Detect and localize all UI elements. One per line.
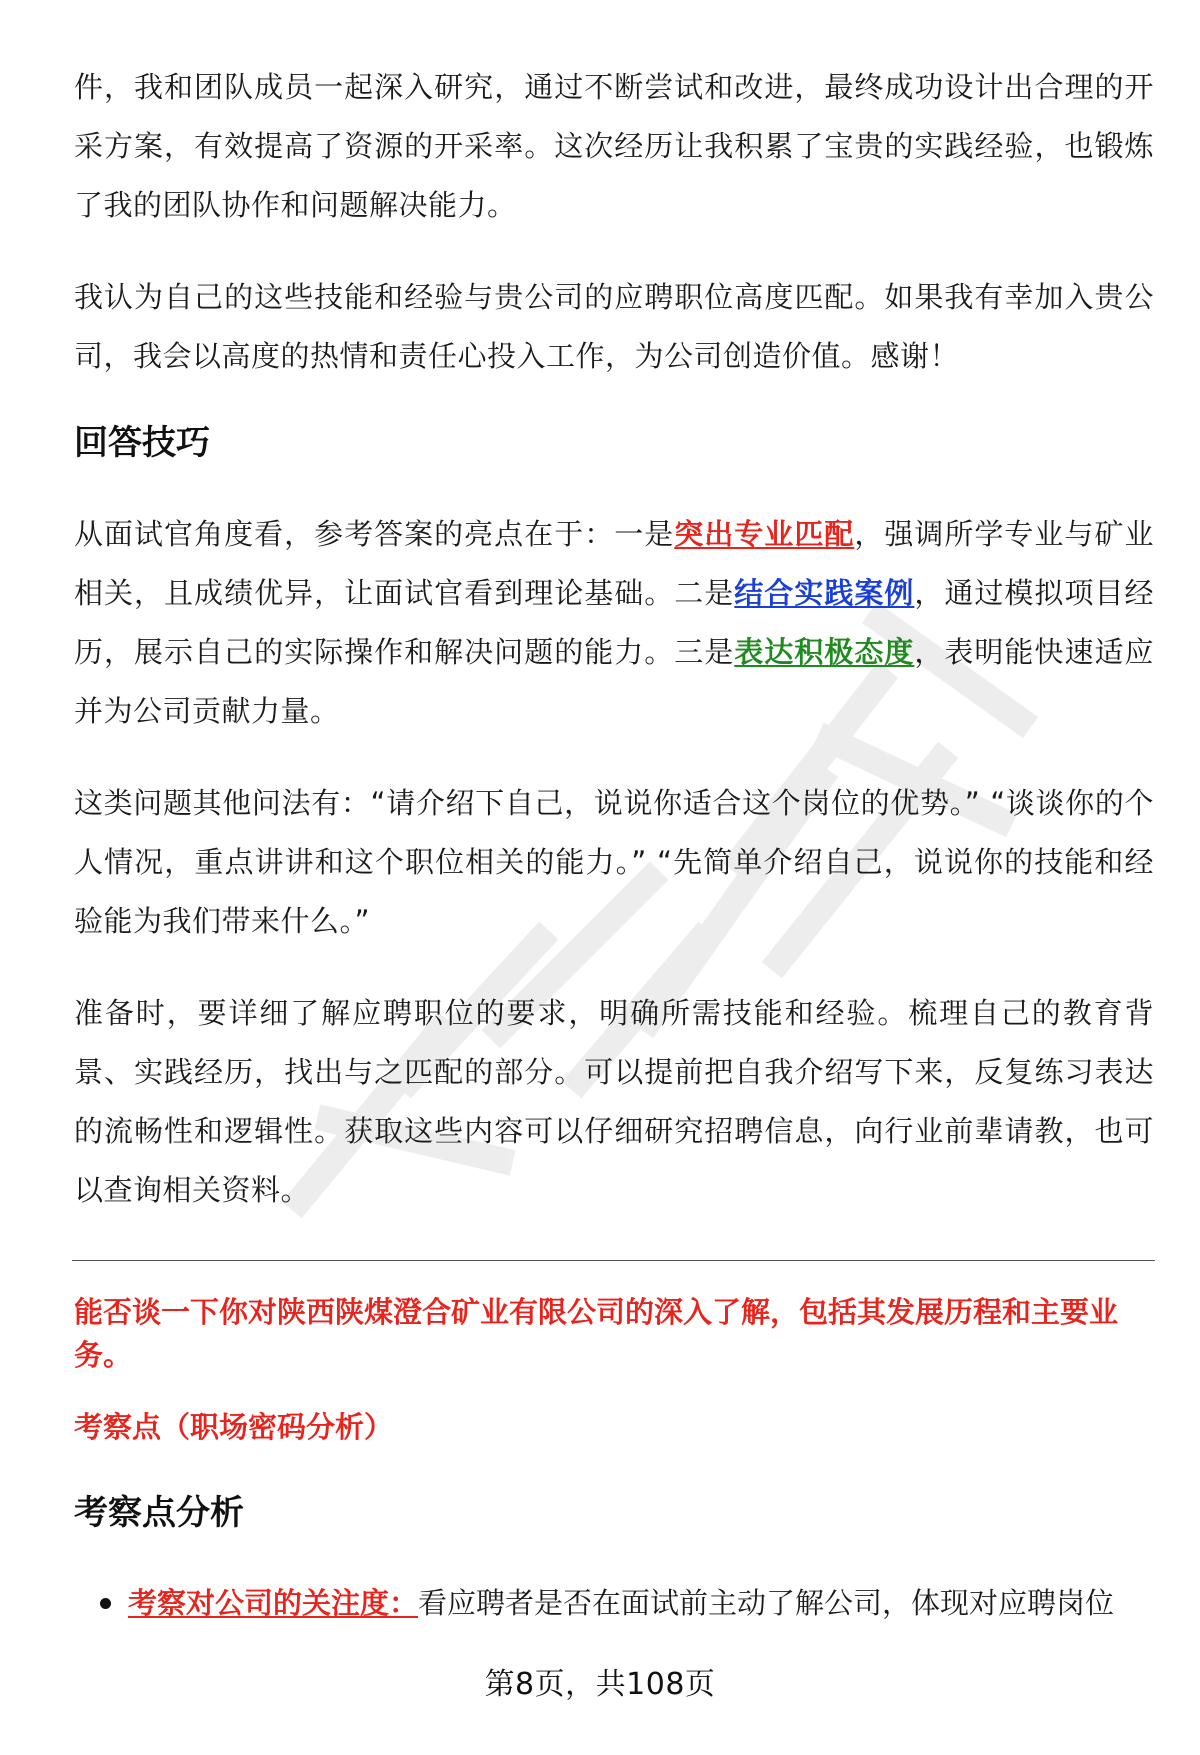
text-run: ，通过模拟项目经历，展示自己的实际操作和解决问题的能力。三是 — [74, 576, 1154, 669]
text-run: ，强调所学专业与矿业相关，且成绩优异，让面试官看到理论基础。二是 — [74, 517, 1154, 610]
highlight-professional-match: 突出专业匹配 — [674, 517, 855, 551]
section-heading-tips: 回答技巧 — [74, 423, 210, 463]
page-number-footer: 第8页，共108页 — [484, 1667, 716, 1702]
section-heading-analysis: 考察点分析 — [74, 1493, 244, 1533]
list-item — [74, 1575, 1154, 1631]
tips-paragraph-highlights — [74, 505, 1154, 741]
tips-paragraph-alternatives: 这类问题其他问法有：“请介绍下自己，说说你适合这个岗位的优势。” “谈谈你的个人情况，重点讲讲和这个职位相关的能力。” “先简单介绍自己，说说你的技能和经验能为我们带来什么。” — [74, 786, 1154, 938]
interview-question: 能否谈一下你对陕西陕煤澄合矿业有限公司的深入了解，包括其发展历程和主要业务。 — [74, 1295, 1119, 1372]
bullet-label: 考察对公司的关注度： — [128, 1586, 419, 1620]
analysis-list — [74, 1575, 1154, 1631]
text-run: ，表明能快速适应并为公司贡献力量。 — [74, 635, 1154, 728]
bullet-dot-icon — [100, 1598, 111, 1609]
highlight-positive-attitude: 表达积极态度 — [734, 635, 915, 669]
body-paragraph: 件，我和团队成员一起深入研究，通过不断尝试和改进，最终成功设计出合理的开采方案，有效提高了资源的开采率。这次经历让我积累了宝贵的实践经验，也锻炼了我的团队协作和问题解决能力。 — [74, 70, 1154, 222]
body-paragraph: 我认为自己的这些技能和经验与贵公司的应聘职位高度匹配。如果我有幸加入贵公司，我会以高度的热情和责任心投入工作，为公司创造价值。感谢！ — [74, 280, 1154, 373]
document-body — [74, 58, 1154, 1631]
examination-subheading: 考察点（职场密码分析） — [74, 1410, 394, 1444]
text-run: 从面试官角度看，参考答案的亮点在于：一是 — [74, 517, 675, 551]
bullet-text: 看应聘者是否在面试前主动了解公司，体现对应聘岗位 — [418, 1586, 1115, 1620]
highlight-practice-case: 结合实践案例 — [734, 576, 915, 610]
tips-paragraph-preparation: 准备时，要详细了解应聘职位的要求，明确所需技能和经验。梳理自己的教育背景、实践经历，找出与之匹配的部分。可以提前把自我介绍写下来，反复练习表达的流畅性和逻辑性。获取这些内容可以仔细研究招聘信息，向行业前辈请教，也可以查询相关资料。 — [74, 996, 1154, 1207]
section-divider — [72, 1260, 1155, 1261]
